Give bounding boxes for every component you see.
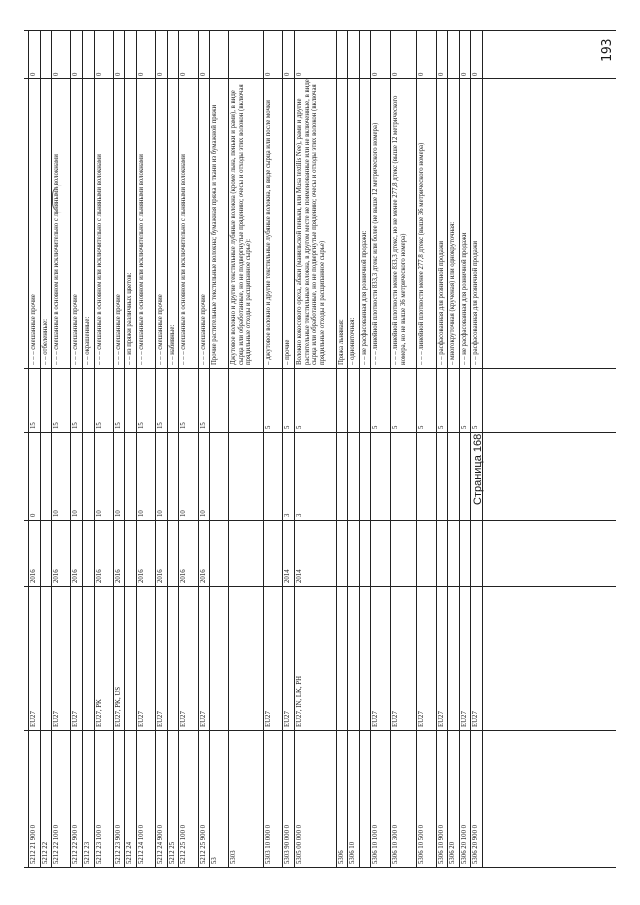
- cell-code: 5303 90 000 0: [284, 824, 291, 864]
- cell-col2: 10: [95, 510, 103, 517]
- cell-col5: 0: [472, 72, 480, 76]
- row-separator: [390, 30, 391, 867]
- cell-col4: EU27: [180, 711, 188, 727]
- cell-description: – – – смешанные в основном или исключительно с льняными волокнами: [53, 154, 61, 365]
- cell-code: 5306 10 900 0: [437, 824, 445, 864]
- cell-col3: 2014: [284, 569, 291, 583]
- cell-description: Прочие растительные текстильные волокна; бумажная пряжа и ткани из бумажной пряжи: [211, 104, 219, 365]
- cell-col4: EU27: [30, 711, 37, 727]
- cell-col3: 2016: [114, 569, 122, 583]
- row-separator: [28, 30, 29, 867]
- cell-description: – – – смешанные в основном или исключительно с льняными волокнами: [95, 154, 103, 365]
- row-separator: [263, 30, 264, 867]
- cell-col2: 10: [72, 510, 80, 517]
- cell-description: – – – смешанные в основном или исключительно с льняными волокнами: [180, 154, 188, 365]
- cell-col1: 5: [460, 425, 468, 429]
- cell-col5: 0: [53, 72, 61, 76]
- cell-col3: 2016: [199, 569, 207, 583]
- cell-col5: 0: [437, 72, 445, 76]
- cell-col4: EU27: [391, 711, 399, 727]
- cell-col1: 5: [437, 425, 445, 429]
- cell-col1: 15: [157, 422, 165, 429]
- cell-col4: EU27: [138, 711, 145, 727]
- cell-col4: EU27: [199, 711, 207, 727]
- cell-col4: EU27: [157, 711, 165, 727]
- row-separator: [136, 30, 137, 867]
- cell-description: – – расфасованная для розничной продажи: [472, 240, 480, 365]
- cell-code: 5306 20 100 0: [460, 824, 468, 864]
- cell-description: – – – смешанные прочие: [72, 294, 80, 365]
- cell-description: – – не расфасованная для розничной продажи:: [360, 230, 368, 365]
- row-separator: [94, 30, 95, 867]
- cell-code: 5212 22: [41, 841, 49, 864]
- cell-col5: 0: [30, 72, 37, 76]
- cell-description: – – окрашенные:: [84, 316, 91, 365]
- cell-description: – – не расфасованная для розничной продажи: [460, 232, 468, 365]
- cell-col2: 10: [157, 510, 165, 517]
- cell-description: Волокно кокосового ореха, абаки (манильской пеньки, или Musa textilis Nee), рами и другие растительные текстильные волокна, в другом месте не поименованные или не включенные, в виде сырца или обработанные, но не подвергнутые прядению; очесы и отходы этих волокон (включая прядильные отходы и расщипанное сырье): [295, 79, 326, 365]
- cell-description: – многокруточная (крученая) или однокруточная:: [449, 221, 457, 365]
- cell-col2: 10: [199, 510, 207, 517]
- cell-col1: 5: [264, 425, 272, 429]
- cell-col4: EU27, PK: [95, 699, 103, 727]
- cell-description: – – – смешанные в основном или исключительно с льняными волокнами: [138, 154, 145, 365]
- cell-col1: 15: [53, 422, 61, 429]
- cell-col3: 2016: [72, 569, 80, 583]
- cell-description: – – – смешанные прочие: [30, 294, 37, 365]
- cell-description: – – отбеленные:: [41, 318, 49, 365]
- cell-col4: EU27: [53, 711, 61, 727]
- cell-code: 5212 24 900 0: [157, 824, 165, 864]
- cell-col3: 2016: [180, 569, 188, 583]
- cell-col5: 0: [295, 72, 303, 76]
- cell-col5: 0: [180, 72, 188, 76]
- row-separator: [167, 30, 168, 867]
- cell-description: Пряжа льняная:: [337, 319, 345, 365]
- cell-col3: 2016: [95, 569, 103, 583]
- cell-col2: 10: [138, 510, 145, 517]
- cell-col3: 2014: [295, 569, 303, 583]
- cell-col5: 0: [372, 72, 380, 76]
- row-separator: [113, 30, 114, 867]
- cell-code: 5212 21 900 0: [30, 824, 37, 864]
- cell-description: – – – линейной плотности менее 833,3 дтекс, но не менее 277,8 дтекс (выше 12 метрического номера, но не выше 36 метрического номера): [391, 95, 407, 365]
- cell-col1: 5: [472, 425, 480, 429]
- row-separator: [198, 30, 199, 867]
- cell-code: 5212 24 100 0: [138, 824, 145, 864]
- cell-col5: 0: [138, 72, 145, 76]
- cell-col4: EU27, IN, LK, PH: [295, 676, 303, 727]
- row-separator: [82, 30, 83, 867]
- cell-col1: 5: [284, 425, 291, 429]
- cell-col5: 0: [114, 72, 122, 76]
- cell-col4: EU27: [472, 711, 480, 727]
- cell-code: 5305 00 000 0: [295, 824, 303, 864]
- cell-col2: 3: [295, 513, 303, 517]
- cell-col5: 0: [460, 72, 468, 76]
- cell-code: 5212 24: [126, 841, 134, 864]
- cell-col1: 15: [138, 422, 145, 429]
- cell-col5: 0: [391, 72, 399, 76]
- cell-col5: 0: [95, 72, 103, 76]
- cell-description: – однониточная:: [349, 317, 357, 365]
- cell-description: – – из пряжи различных цветов:: [126, 272, 134, 365]
- cell-col4: EU27, PK, US: [114, 686, 122, 727]
- cell-col1: 5: [295, 425, 303, 429]
- cell-col1: 15: [30, 422, 37, 429]
- cell-col5: 0: [418, 72, 426, 76]
- cell-code: 5212 22 900 0: [72, 824, 80, 864]
- cell-col1: 15: [114, 422, 122, 429]
- cell-code: 53: [211, 857, 219, 864]
- cell-code: 5212 25: [168, 841, 176, 864]
- cell-col1: 15: [180, 422, 188, 429]
- cell-description: Джутовое волокно и другие текстильные лубяные волокна (кроме льна, пеньки и рами), в виде сырца или обработанные, но не подвергнутые прядению; очесы и отходы этих волокон (включая прядильные отходы и расщипанное сырье):: [230, 84, 253, 365]
- cell-col2: 10: [53, 510, 61, 517]
- cell-code: 5212 23: [84, 841, 91, 864]
- cell-col4: EU27: [437, 711, 445, 727]
- cell-col1: 5: [391, 425, 399, 429]
- cell-description: – – – смешанные прочие: [114, 294, 122, 365]
- cell-col4: EU27: [460, 711, 468, 727]
- cell-col3: 2016: [138, 569, 145, 583]
- cell-col1: 5: [372, 425, 380, 429]
- cell-code: 5306 10: [349, 841, 357, 864]
- cell-description: – – – смешанные прочие: [157, 294, 165, 365]
- cell-code: 5306 10 500 0: [418, 824, 426, 864]
- cell-code: 5212 23 100 0: [95, 824, 103, 864]
- row-separator: [294, 30, 295, 867]
- cell-col2: 10: [180, 510, 188, 517]
- cell-col3: 2016: [157, 569, 165, 583]
- cell-code: 5306 20: [449, 841, 457, 864]
- cell-col2: 10: [114, 510, 122, 517]
- fold-mark: [52, 185, 67, 213]
- row-separator: [436, 30, 437, 867]
- cell-code: 5306 10 100 0: [372, 824, 380, 864]
- cell-col5: 0: [264, 72, 272, 76]
- row-separator: [282, 30, 283, 867]
- cell-col4: EU27: [284, 711, 291, 727]
- cell-code: 5303 10 000 0: [264, 824, 272, 864]
- cell-col5: 0: [72, 72, 80, 76]
- page-number: Страница 168: [472, 433, 484, 505]
- cell-code: 5212 22 100 0: [53, 824, 61, 864]
- cell-description: – – расфасованная для розничной продажи: [437, 240, 445, 365]
- cell-col1: 15: [199, 422, 207, 429]
- table-border-bottom: [24, 867, 616, 868]
- cell-col2: 3: [284, 513, 291, 517]
- cell-description: – джутовое волокно и другие текстильные лубяные волокна, в виде сырца или после мочки: [264, 100, 272, 365]
- row-separator: [459, 30, 460, 867]
- cell-code: 5212 25 900 0: [199, 824, 207, 864]
- cell-description: – – – линейной плотности менее 277,8 дтекс (выше 36 метрического номера): [418, 142, 426, 365]
- cell-code: 5303: [230, 850, 238, 864]
- cell-col5: 0: [199, 72, 207, 76]
- cell-code: 5306 20 900 0: [472, 824, 480, 864]
- cell-description: – – – линейной плотности 833,3 дтекс или более (не выше 12 метрического номера): [372, 122, 380, 365]
- cell-description: – прочие: [284, 339, 291, 365]
- cell-col5: 0: [157, 72, 165, 76]
- cell-col2: 0: [30, 513, 37, 517]
- cell-col3: 2016: [53, 569, 61, 583]
- cell-code: 5306 10 300 0: [391, 824, 399, 864]
- cell-description: – – – смешанные прочие: [199, 294, 207, 365]
- cell-col4: EU27: [72, 711, 80, 727]
- cell-col4: EU27: [264, 711, 272, 727]
- row-separator: [40, 30, 41, 867]
- cell-code: 5212 25 100 0: [180, 824, 188, 864]
- cell-col1: 5: [418, 425, 426, 429]
- handwritten-number: 193: [600, 38, 615, 62]
- row-separator: [359, 30, 360, 867]
- cell-col5: 0: [284, 72, 291, 76]
- row-separator: [336, 30, 337, 867]
- cell-code: 5306: [337, 850, 345, 864]
- cell-code: 5212 23 900 0: [114, 824, 122, 864]
- cell-col1: 15: [95, 422, 103, 429]
- cell-col4: EU27: [372, 711, 380, 727]
- cell-description: – – набивные:: [168, 324, 176, 365]
- cell-col3: 2016: [30, 569, 37, 583]
- cell-col1: 15: [72, 422, 80, 429]
- cell-col4: EU27: [418, 711, 426, 727]
